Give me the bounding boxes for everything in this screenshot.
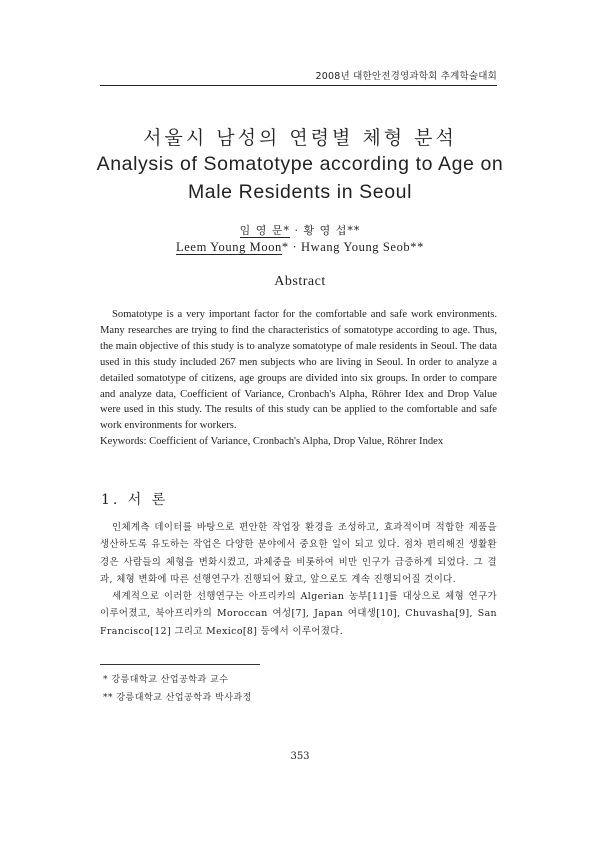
section-1-heading: 1. 서 론	[101, 492, 169, 508]
section-1-paragraph-2: 세계적으로 이러한 선행연구는 아프리카의 Algerian 농부[11]를 대상으로 체형 연구가 이루어졌고, 북아프리카의 Moroccan 여성[7], Japan 여대생[10], Chuvasha[9], San Francisco[12] 그리고 Mexico[8] 등에서 이루어졌다.	[100, 591, 497, 637]
author-2-english: Hwang Young Seob	[301, 240, 411, 254]
abstract-body	[100, 307, 497, 450]
title-english	[70, 150, 530, 206]
abstract-paragraph: Somatotype is a very important factor for the comfortable and safe work environments. Many researches are trying to find the characteristics of somatotype according to age. Thus, the main objective of this study is to analyze somatotype of male residents in Seoul. The data used in this study included 267 men subjects who are living in Seoul. In order to analyze a detailed somatotype of citizens, age groups are divided into six groups. In order to compare and analyze data, Coefficient of Variance, Cronbach's Alpha, Röhrer Idex and Drop Value were used in this study. The results of this study can be applied to the comfortable and safe work environments for workers.	[100, 309, 497, 432]
section-1-paragraph-1: 인체계측 데이터를 바탕으로 편안한 작업장 환경을 조성하고, 효과적이며 적합한 제품을 생산하도록 유도하는 작업은 다양한 분야에서 중요한 일이 되고 있다. 점차 편리해진 생활환경은 사람들의 체형을 변화시켰고, 과체중을 비롯하여 비만 인구가 급증하게 되었다. 그 결과, 체형 변화에 따른 선행연구가 진행되어 왔고, 앞으로도 계속 진행되어질 것이다.	[100, 522, 497, 585]
abstract-keywords: Keywords: Coefficient of Variance, Cronbach's Alpha, Drop Value, Röhrer Index	[100, 436, 444, 448]
conference-header: 2008년 대한안전경영과학회 추계학술대회	[315, 71, 497, 82]
author-2-mark: **	[410, 240, 424, 254]
author-1-korean: 임 영 문*	[239, 224, 290, 237]
author-1-english: Leem Young Moon	[176, 240, 282, 254]
author-1-mark: *	[281, 240, 289, 254]
title-korean: 서울시 남성의 연령별 체형 분석	[143, 127, 457, 149]
header-rule	[100, 85, 497, 86]
footnote-1: * 강릉대학교 산업공학과 교수	[103, 675, 229, 685]
author-separator-korean: ·	[290, 224, 304, 237]
author-separator-english: ·	[288, 240, 301, 254]
abstract-heading: Abstract	[274, 274, 326, 289]
title-english-line-1: Analysis of Somatotype according to Age on	[96, 153, 504, 175]
footnote-rule	[100, 664, 260, 665]
footnote-2: ** 강릉대학교 산업공학과 박사과정	[103, 693, 252, 703]
author-2-korean: 황 영 섭**	[303, 224, 361, 237]
authors-korean	[0, 222, 600, 238]
page-number: 353	[290, 751, 310, 762]
section-1-body	[100, 519, 497, 640]
authors-english	[0, 240, 600, 255]
title-english-line-2: Male Residents in Seoul	[187, 181, 413, 203]
